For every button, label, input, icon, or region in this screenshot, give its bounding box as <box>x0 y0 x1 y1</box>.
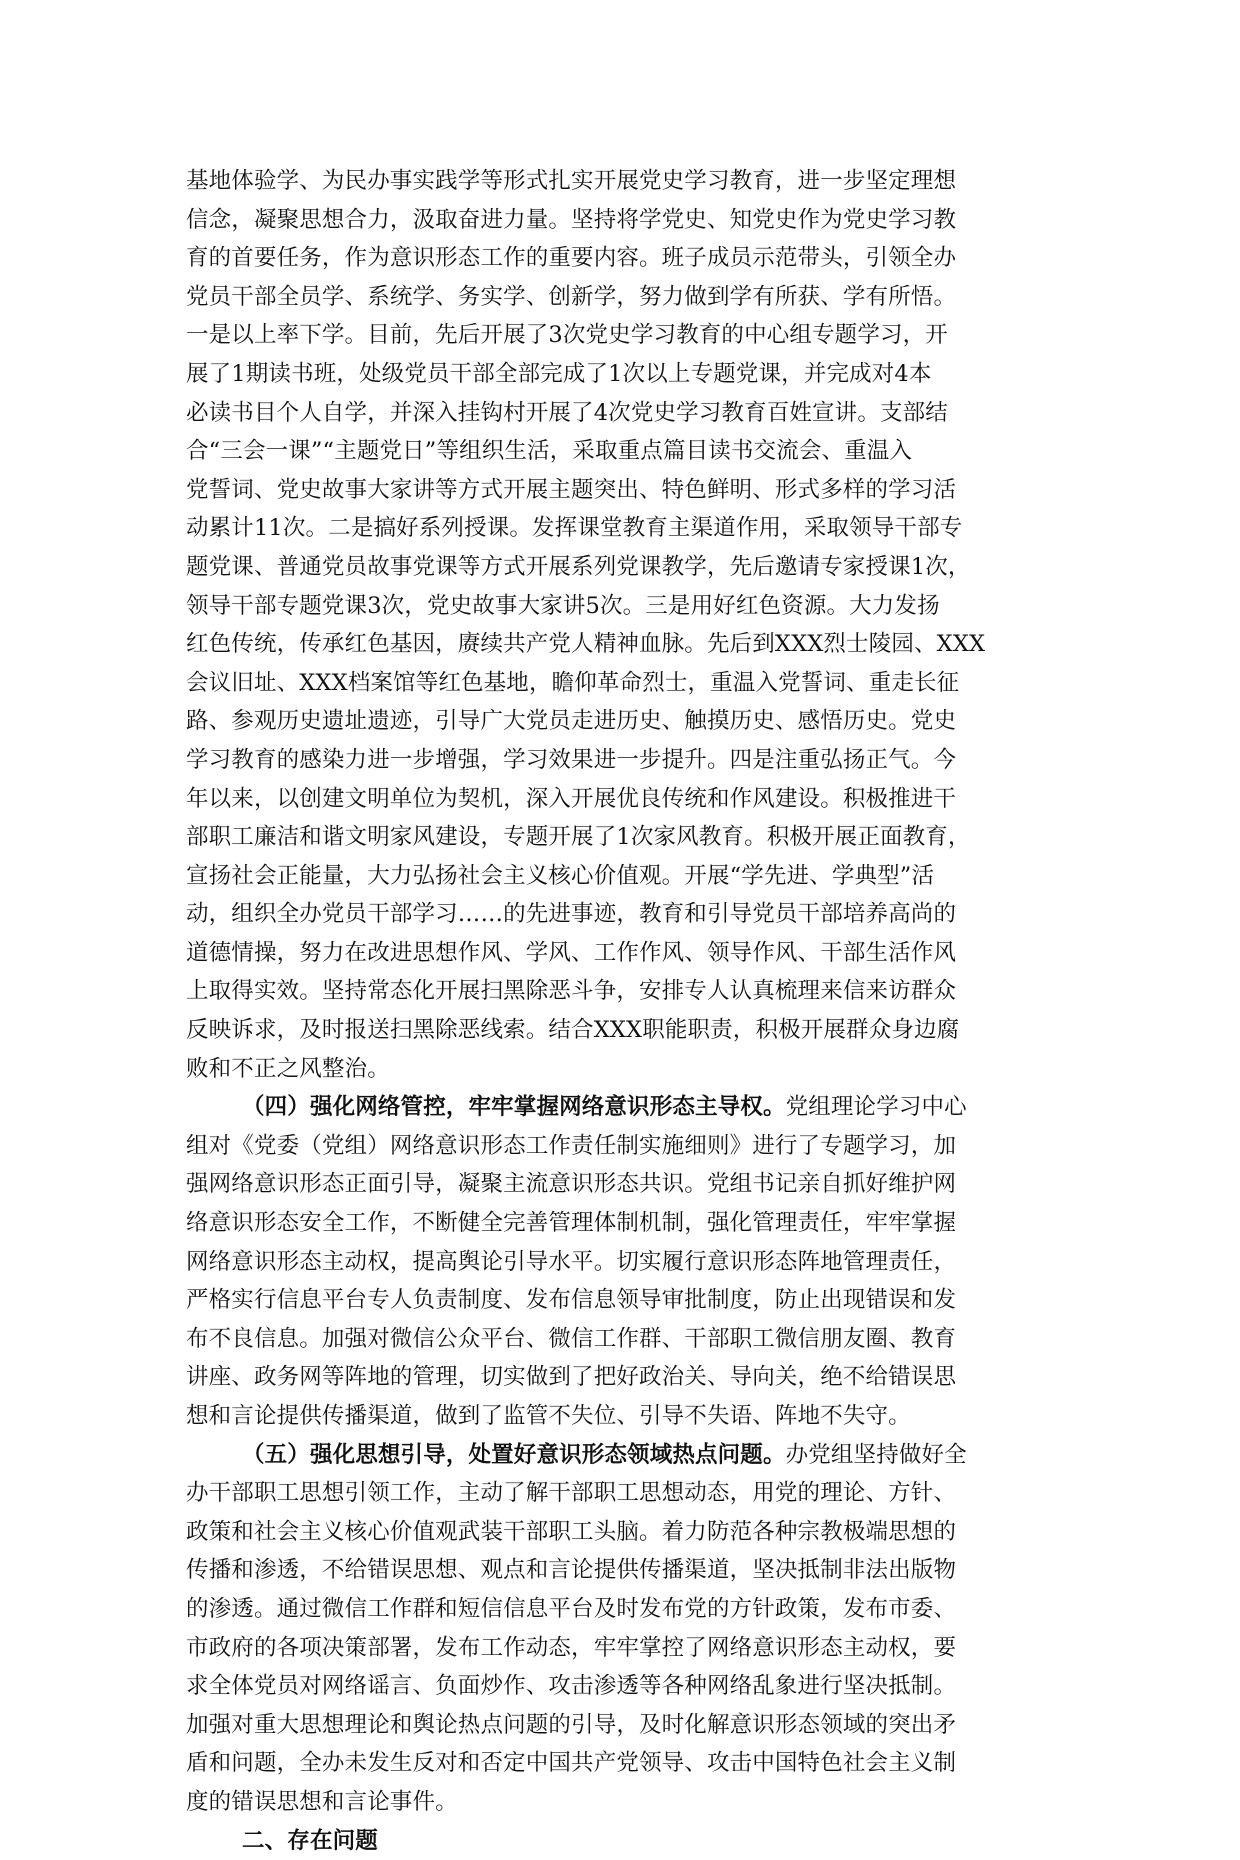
section-four <box>186 1088 1066 1435</box>
text-line: 党誓词、党史故事大家讲等方式开展主题突出、特色鲜明、形式多样的学习活 <box>186 476 957 503</box>
text-line: 题党课、普通党员故事党课等方式开展系列党课教学，先后邀请专家授课1次， <box>186 553 971 580</box>
text-line: 组对《党委（党组）网络意识形态工作责任制实施细则》进行了专题学习，加 <box>186 1132 957 1159</box>
text-line: 宣扬社会正能量，大力弘扬社会主义核心价值观。开展“学先进、学典型”活 <box>186 862 935 889</box>
text-line: 络意识形态安全工作，不断健全完善管理体制机制，强化管理责任，牢牢掌握 <box>186 1210 957 1237</box>
section-five-first-line <box>186 1436 1066 1475</box>
body-paragraph <box>186 162 1066 1088</box>
text-line: 反映诉求，及时报送扫黑除恶线索。结合XXX职能职责，积极开展群众身边腐 <box>186 1017 960 1044</box>
text-line: 必读书目个人自学，并深入挂钩村开展了4次党史学习教育百姓宣讲。支部结 <box>186 399 948 426</box>
section-five-heading: （五）强化思想引导，处置好意识形态领域热点问题。 <box>242 1441 786 1468</box>
text-line: 基地体验学、为民办事实践学等形式扎实开展党史学习教育，进一步坚定理想 <box>186 168 957 194</box>
text-line: 领导干部专题党课3次，党史故事大家讲5次。三是用好红色资源。大力发扬 <box>186 592 940 619</box>
text-line: 动，组织全办党员干部学习……的先进事迹，教育和引导党员干部培养高尚的 <box>186 901 957 928</box>
text-line: 讲座、政务网等阵地的管理，切实做到了把好政治关、导向关，绝不给错误思 <box>186 1364 957 1391</box>
section-five-text: 办党组坚持做好全 <box>785 1441 967 1468</box>
text-line: 一是以上率下学。目前，先后开展了3次党史学习教育的中心组专题学习，开 <box>186 322 948 349</box>
text-line: 信念，凝聚思想合力，汲取奋进力量。坚持将学党史、知党史作为党史学习教 <box>186 206 957 233</box>
text-line: 布不良信息。加强对微信公众平台、微信工作群、干部职工微信朋友圈、教育 <box>186 1325 957 1352</box>
text-line: 想和言论提供传播渠道，做到了监管不失位、引导不失语、阵地不失守。 <box>186 1403 911 1429</box>
text-line: 强网络意识形态正面引导，凝聚主流意识形态共识。党组书记亲自抓好维护网 <box>186 1171 957 1198</box>
text-line: 路、参观历史遗址遗迹，引导广大党员走进历史、触摸历史、感悟历史。党史 <box>186 708 957 735</box>
text-line: 加强对重大思想理论和舆论热点问题的引导，及时化解意识形态领域的突出矛 <box>186 1711 957 1738</box>
text-line: 道德情操，努力在改进思想作风、学风、工作作风、领导作风、干部生活作风 <box>186 939 957 966</box>
text-line: 办干部职工思想引领工作，主动了解干部职工思想动态，用党的理论、方针、 <box>186 1480 957 1507</box>
section-four-text: 党组理论学习中心 <box>785 1094 967 1121</box>
text-line: 求全体党员对网络谣言、负面炒作、攻击渗透等各种网络乱象进行坚决抵制。 <box>186 1673 957 1700</box>
text-line: 网络意识形态主动权，提高舆论引导水平。切实履行意识形态阵地管理责任， <box>186 1248 957 1275</box>
text-line: 年以来，以创建文明单位为契机，深入开展优良传统和作风建设。积极推进干 <box>186 785 957 812</box>
text-line: 传播和渗透，不给错误思想、观点和言论提供传播渠道，坚决抵制非法出版物 <box>186 1557 957 1584</box>
text-line: 盾和问题，全办未发生反对和否定中国共产党领导、攻击中国特色社会主义制 <box>186 1750 957 1777</box>
text-line: 合“三会一课”“主题党日”等组织生活，采取重点篇目读书交流会、重温入 <box>186 438 913 465</box>
text-line: 部职工廉洁和谐文明家风建设，专题开展了1次家风教育。积极开展正面教育， <box>186 824 971 851</box>
section-four-first-line <box>186 1088 1066 1127</box>
text-line: 市政府的各项决策部署，发布工作动态，牢牢掌控了网络意识形态主动权，要 <box>186 1634 957 1661</box>
text-line: 政策和社会主义核心价值观武装干部职工头脑。着力防范各种宗教极端思想的 <box>186 1518 957 1545</box>
text-line: 的渗透。通过微信工作群和短信信息平台及时发布党的方针政策，发布市委、 <box>186 1595 957 1622</box>
text-line: 上取得实效。坚持常态化开展扫黑除恶斗争，安排专人认真梳理来信来访群众 <box>186 978 957 1005</box>
text-line: 展了1期读书班，处级党员干部全部完成了1次以上专题党课，并完成对4本 <box>186 360 932 387</box>
text-line: 红色传统，传承红色基因，赓续共产党人精神血脉。先后到XXX烈士陵园、XXX <box>186 631 986 658</box>
document-page <box>186 162 1066 1860</box>
text-line: 动累计11次。二是搞好系列授课。发挥课堂教育主渠道作用，采取领导干部专 <box>186 515 963 542</box>
text-line: 度的错误思想和言论事件。 <box>186 1788 458 1815</box>
text-line: 会议旧址、XXX档案馆等红色基地，瞻仰革命烈士，重温入党誓词、重走长征 <box>186 669 960 696</box>
text-line: 育的首要任务，作为意识形态工作的重要内容。班子成员示范带头，引领全办 <box>186 245 957 272</box>
section-five <box>186 1436 1066 1822</box>
text-line: 败和不正之风整治。 <box>186 1055 390 1082</box>
section-heading: 二、存在问题 <box>242 1827 378 1854</box>
text-line: 学习教育的感染力进一步增强，学习效果进一步提升。四是注重弘扬正气。今 <box>186 746 957 773</box>
text-line: 严格实行信息平台专人负责制度、发布信息领导审批制度，防止出现错误和发 <box>186 1287 957 1314</box>
text-line: 党员干部全员学、系统学、务实学、创新学，努力做到学有所获、学有所悟。 <box>186 283 957 310</box>
section-four-heading: （四）强化网络管控，牢牢掌握网络意识形态主导权。 <box>242 1094 786 1121</box>
